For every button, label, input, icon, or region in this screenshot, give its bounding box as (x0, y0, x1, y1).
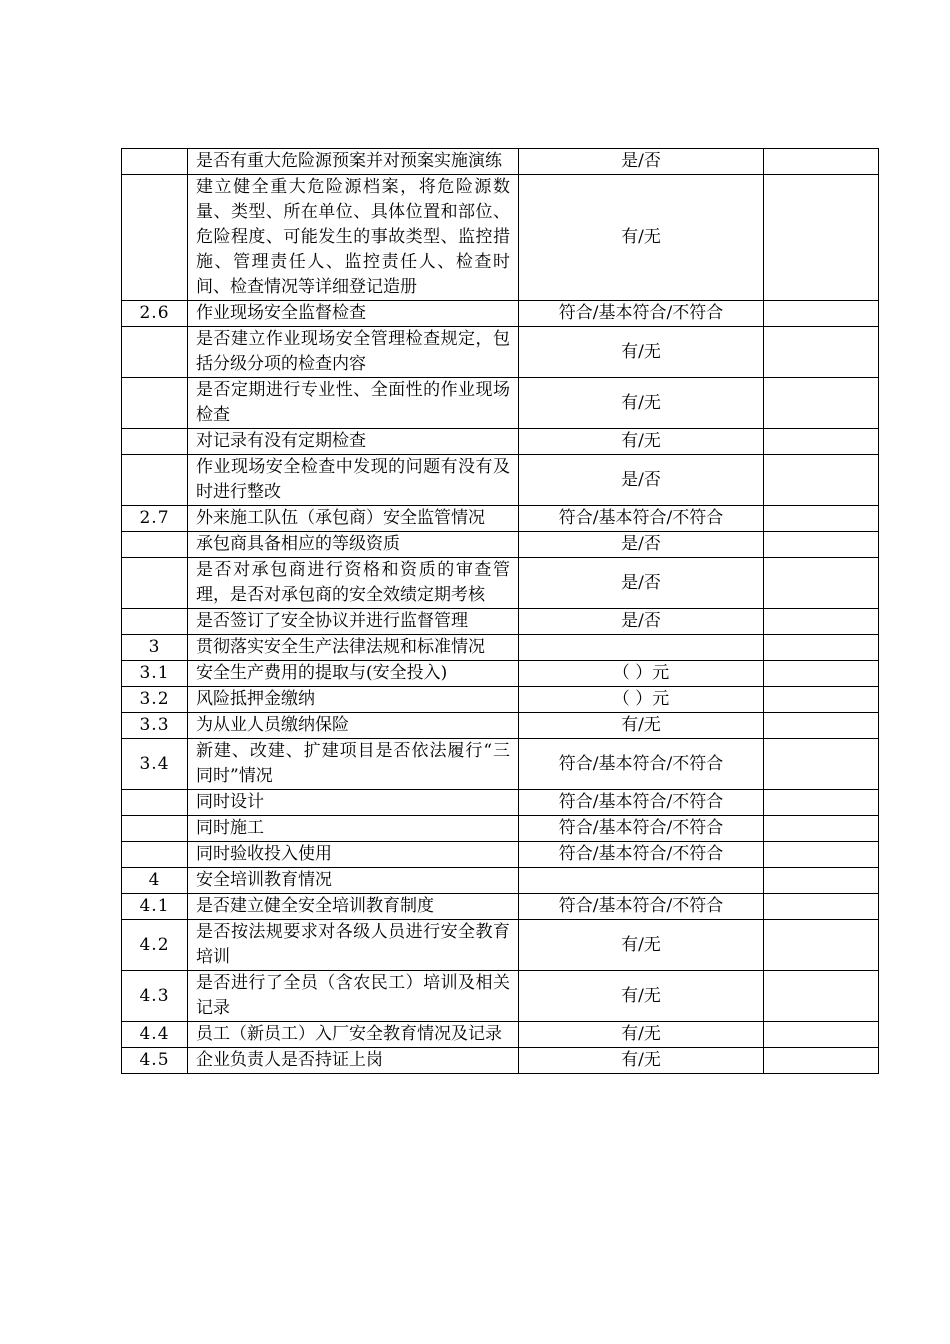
remark-cell (764, 687, 879, 713)
remark-cell (764, 327, 879, 378)
table-row (122, 378, 879, 429)
check-result: 是/否 (519, 149, 764, 175)
table-row (122, 175, 879, 301)
table-row (122, 455, 879, 506)
item-number (122, 378, 188, 429)
table-row (122, 301, 879, 327)
item-number: 3.3 (122, 713, 188, 739)
item-number: 2.6 (122, 301, 188, 327)
item-number: 4.2 (122, 920, 188, 971)
remark-cell (764, 920, 879, 971)
remark-cell (764, 790, 879, 816)
check-result: 有/无 (519, 1022, 764, 1048)
table-row (122, 816, 879, 842)
remark-cell (764, 1022, 879, 1048)
check-item: 企业负责人是否持证上岗 (188, 1048, 519, 1074)
check-result: 有/无 (519, 378, 764, 429)
table-row (122, 790, 879, 816)
item-number (122, 558, 188, 609)
item-number: 3 (122, 635, 188, 661)
item-number (122, 816, 188, 842)
table-row (122, 739, 879, 790)
check-item: 外来施工队伍（承包商）安全监管情况 (188, 506, 519, 532)
check-item: 是否定期进行专业性、全面性的作业现场检查 (188, 378, 519, 429)
table-row (122, 558, 879, 609)
check-result (519, 868, 764, 894)
item-number (122, 429, 188, 455)
check-item: 为从业人员缴纳保险 (188, 713, 519, 739)
table-row (122, 894, 879, 920)
table-row (122, 713, 879, 739)
table-row (122, 868, 879, 894)
check-result (519, 635, 764, 661)
check-item: 同时验收投入使用 (188, 842, 519, 868)
check-item: 安全生产费用的提取与(安全投入) (188, 661, 519, 687)
safety-checklist-table (121, 148, 879, 1074)
table-row (122, 429, 879, 455)
remark-cell (764, 842, 879, 868)
table-row (122, 506, 879, 532)
checklist-body (122, 149, 879, 1074)
check-result: 符合/基本符合/不符合 (519, 816, 764, 842)
check-item: 同时设计 (188, 790, 519, 816)
table-row (122, 687, 879, 713)
item-number (122, 609, 188, 635)
item-number (122, 327, 188, 378)
item-number (122, 532, 188, 558)
check-item: 作业现场安全监督检查 (188, 301, 519, 327)
item-number (122, 455, 188, 506)
item-number: 4.4 (122, 1022, 188, 1048)
check-result: 是/否 (519, 532, 764, 558)
check-item: 是否签订了安全协议并进行监督管理 (188, 609, 519, 635)
item-number (122, 842, 188, 868)
check-item: 对记录有没有定期检查 (188, 429, 519, 455)
remark-cell (764, 506, 879, 532)
check-item: 建立健全重大危险源档案，将危险源数量、类型、所在单位、具体位置和部位、危险程度、可能发生的事故类型、监控措施、管理责任人、监控责任人、检查时间、检查情况等详细登记造册 (188, 175, 519, 301)
remark-cell (764, 635, 879, 661)
check-result: （ ）元 (519, 687, 764, 713)
remark-cell (764, 971, 879, 1022)
remark-cell (764, 378, 879, 429)
table-row (122, 661, 879, 687)
check-result: 有/无 (519, 713, 764, 739)
item-number: 3.2 (122, 687, 188, 713)
table-row (122, 635, 879, 661)
check-item: 是否进行了全员（含农民工）培训及相关记录 (188, 971, 519, 1022)
remark-cell (764, 455, 879, 506)
check-result: （ ）元 (519, 661, 764, 687)
remark-cell (764, 739, 879, 790)
remark-cell (764, 1048, 879, 1074)
item-number (122, 790, 188, 816)
remark-cell (764, 661, 879, 687)
check-result: 有/无 (519, 1048, 764, 1074)
check-item: 员工（新员工）入厂安全教育情况及记录 (188, 1022, 519, 1048)
check-result: 符合/基本符合/不符合 (519, 790, 764, 816)
item-number: 3.4 (122, 739, 188, 790)
check-item: 是否建立作业现场安全管理检查规定，包括分级分项的检查内容 (188, 327, 519, 378)
remark-cell (764, 894, 879, 920)
check-result: 有/无 (519, 920, 764, 971)
remark-cell (764, 609, 879, 635)
table-row (122, 1048, 879, 1074)
table-row (122, 971, 879, 1022)
check-item: 是否按法规要求对各级人员进行安全教育培训 (188, 920, 519, 971)
check-result: 是/否 (519, 558, 764, 609)
check-item: 作业现场安全检查中发现的问题有没有及时进行整改 (188, 455, 519, 506)
check-result: 有/无 (519, 327, 764, 378)
remark-cell (764, 175, 879, 301)
table-row (122, 609, 879, 635)
check-item: 是否建立健全安全培训教育制度 (188, 894, 519, 920)
remark-cell (764, 532, 879, 558)
check-result: 符合/基本符合/不符合 (519, 301, 764, 327)
item-number: 4.3 (122, 971, 188, 1022)
item-number: 4.5 (122, 1048, 188, 1074)
check-result: 符合/基本符合/不符合 (519, 506, 764, 532)
check-result: 有/无 (519, 971, 764, 1022)
check-result: 是/否 (519, 609, 764, 635)
remark-cell (764, 816, 879, 842)
check-item: 承包商具备相应的等级资质 (188, 532, 519, 558)
item-number (122, 175, 188, 301)
remark-cell (764, 868, 879, 894)
check-result: 是/否 (519, 455, 764, 506)
check-item: 是否有重大危险源预案并对预案实施演练 (188, 149, 519, 175)
item-number: 4.1 (122, 894, 188, 920)
check-result: 有/无 (519, 175, 764, 301)
item-number: 3.1 (122, 661, 188, 687)
check-item: 风险抵押金缴纳 (188, 687, 519, 713)
check-item: 贯彻落实安全生产法律法规和标准情况 (188, 635, 519, 661)
table-row (122, 327, 879, 378)
check-item: 安全培训教育情况 (188, 868, 519, 894)
table-row (122, 842, 879, 868)
check-item: 新建、改建、扩建项目是否依法履行“三同时”情况 (188, 739, 519, 790)
remark-cell (764, 558, 879, 609)
table-row (122, 920, 879, 971)
table-row (122, 149, 879, 175)
check-result: 符合/基本符合/不符合 (519, 739, 764, 790)
check-result: 符合/基本符合/不符合 (519, 842, 764, 868)
remark-cell (764, 301, 879, 327)
remark-cell (764, 713, 879, 739)
remark-cell (764, 429, 879, 455)
item-number (122, 149, 188, 175)
table-row (122, 1022, 879, 1048)
table-row (122, 532, 879, 558)
item-number: 2.7 (122, 506, 188, 532)
check-item: 同时施工 (188, 816, 519, 842)
remark-cell (764, 149, 879, 175)
item-number: 4 (122, 868, 188, 894)
check-item: 是否对承包商进行资格和资质的审查管理，是否对承包商的安全效绩定期考核 (188, 558, 519, 609)
check-result: 符合/基本符合/不符合 (519, 894, 764, 920)
check-result: 有/无 (519, 429, 764, 455)
